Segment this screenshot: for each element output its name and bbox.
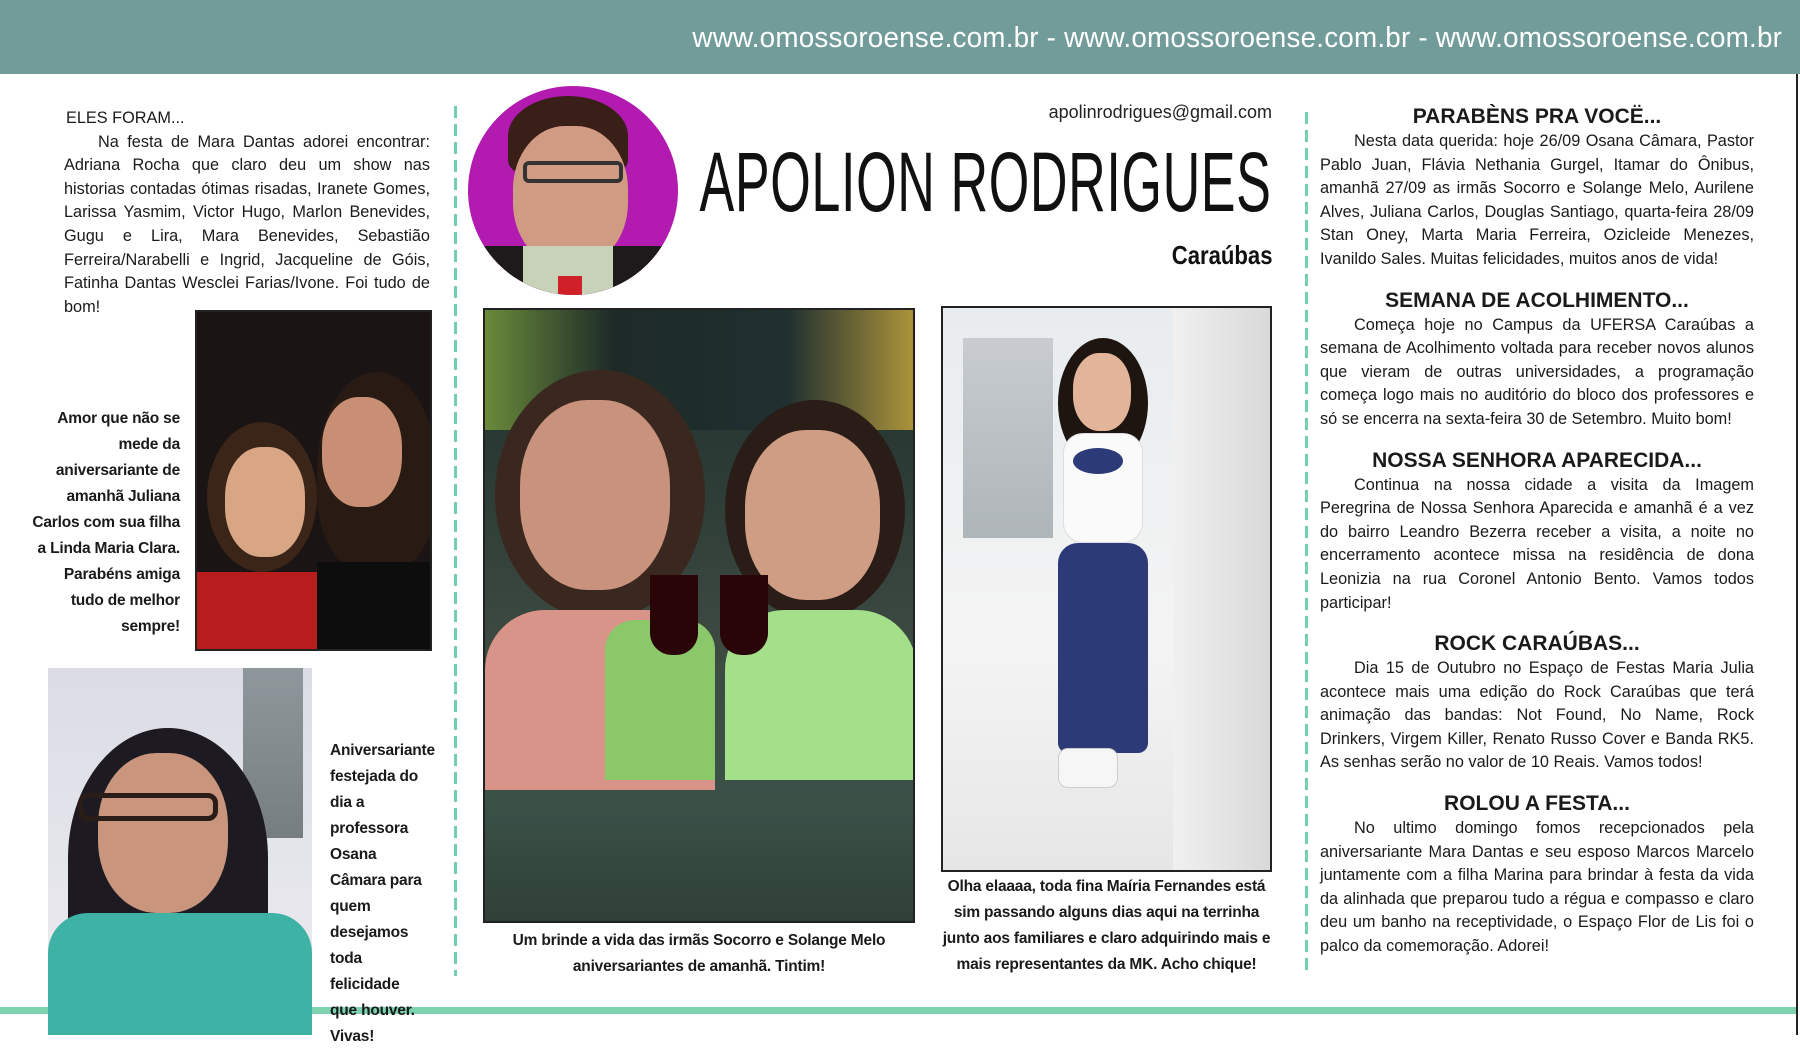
section-text: Começa hoje no Campus da UFERSA Caraúbas a semana de Acolhimento voltada para receber novos alunos que vieram de outras universidades, a programação começa logo mais no auditório do bloco dos professores e só se encerra na sexta-feira 30 de Setembro. Muito bom! <box>1320 315 1754 428</box>
section-rock-caraubas <box>1320 631 1754 775</box>
section-nossa-senhora <box>1320 448 1754 616</box>
site-header-bar <box>0 0 1800 74</box>
section-text: Continua na nossa cidade a visita da Imagem Peregrina de Nossa Senhora Aparecida e amanhã é a vez do bairro Leandro Bezerra receber a visita, a noite no encerramento acontece missa na residência de dona Leonizia na rua Coronel Antonio Bento. Vamos todos participar! <box>1320 475 1754 612</box>
column-divider-left <box>454 106 457 976</box>
columnist-name: APOLION RODRIGUES <box>700 135 1272 229</box>
article-eles-foram <box>64 107 430 319</box>
section-title: PARABÈNS PRA VOCË... <box>1412 105 1662 128</box>
photo-osana-camara <box>48 668 312 1035</box>
section-text: Dia 15 de Outubro no Espaço de Festas Maria Julia acontece mais uma edição do Rock Caraúbas que terá animação das bandas: Not Found, No Name, Rock Drinkers, Virgem Killer, Renato Russo Cover e Banda RK5. As senhas serão no valor de 10 Reais. Vamos todos! <box>1320 659 1754 772</box>
columnist-city: Caraúbas <box>1171 240 1272 270</box>
photo-socorro-solange <box>483 308 915 923</box>
section-title: SEMANA DE ACOLHIMENTO... <box>1385 288 1689 312</box>
right-column <box>1320 104 1754 959</box>
photo-caption: Amor que não se mede da aniversariante de amanhã Juliana Carlos com sua filha a Linda Maria Clara. Parabéns amiga tudo de melhor sempre! <box>32 410 180 635</box>
section-text: No ultimo domingo fomos recepcionados pela aniversariante Mara Dantas e seu esposo Marcos Marcelo juntamente com a filha Marina para brindar à festa da vida da alinhada que preparou tudo a régua e compasso e claro deu um banho na receptividade, o Espaço Flor de Lis foi o palco da comemoração. Adorei! <box>1320 819 1754 956</box>
section-title: ROCK CARAÚBAS... <box>1434 632 1640 656</box>
photo-caption: Aniversariante festejada do dia a professora Osana Câmara para quem desejamos toda felicidade que houver. Vivas! <box>330 742 435 1045</box>
photo-mairia-fernandes <box>941 306 1272 872</box>
columnist-avatar <box>468 86 678 295</box>
photo-mother-daughter <box>195 310 432 651</box>
section-title: NOSSA SENHORA APARECIDA... <box>1372 448 1702 472</box>
section-semana-acolhimento <box>1320 288 1754 432</box>
section-title: ROLOU A FESTA... <box>1444 792 1630 816</box>
columnist-email[interactable]: apolinrodrigues@gmail.com <box>1048 102 1272 122</box>
page-border <box>1796 74 1798 1035</box>
article-text: Na festa de Mara Dantas adorei encontrar: Adriana Rocha que claro deu um show nas historias contadas ótimas risadas, Iranete Gomes, Larissa Yasmim, Victor Hugo, Marlon Benevides, Gugu e Lira, Mara Benevides, Sebastião Ferreira/Narabelli e Ingrid, Jacqueline de Góis, Fatinha Dantas Wesclei Farias/Ivone. Foi tudo de bom! <box>64 132 430 316</box>
column-divider-right <box>1305 112 1308 974</box>
article-heading: ELES FORAM... <box>66 109 185 127</box>
photo-caption: Um brinde a vida das irmãs Socorro e Solange Melo aniversariantes de amanhã. Tintim! <box>512 932 886 975</box>
section-parabens <box>1320 104 1754 272</box>
site-url-banner[interactable]: www.omossoroense.com.br - www.omossoroense.com.br - www.omossoroense.com.br <box>692 22 1782 54</box>
section-rolou-a-festa <box>1320 791 1754 959</box>
section-text: Nesta data querida: hoje 26/09 Osana Câmara, Pastor Pablo Juan, Flávia Nethania Gurgel, Itamar do Ônibus, amanhã 27/09 as irmãs Socorro e Solange Melo, Aurilene Alves, Juliana Carlos, Douglas Santiago, quarta-feira 28/09 Stan Oney, Marta Maria Ferreira, Ozicleide Menezes, Ivanildo Sales. Muitas felicidades, muitos anos de vida! <box>1320 132 1754 268</box>
photo-caption: Olha elaaaa, toda fina Maíria Fernandes está sim passando alguns dias aqui na terrinha junto aos familiares e claro adquirindo mais e mais representantes da MK. Acho chique! <box>942 878 1271 973</box>
